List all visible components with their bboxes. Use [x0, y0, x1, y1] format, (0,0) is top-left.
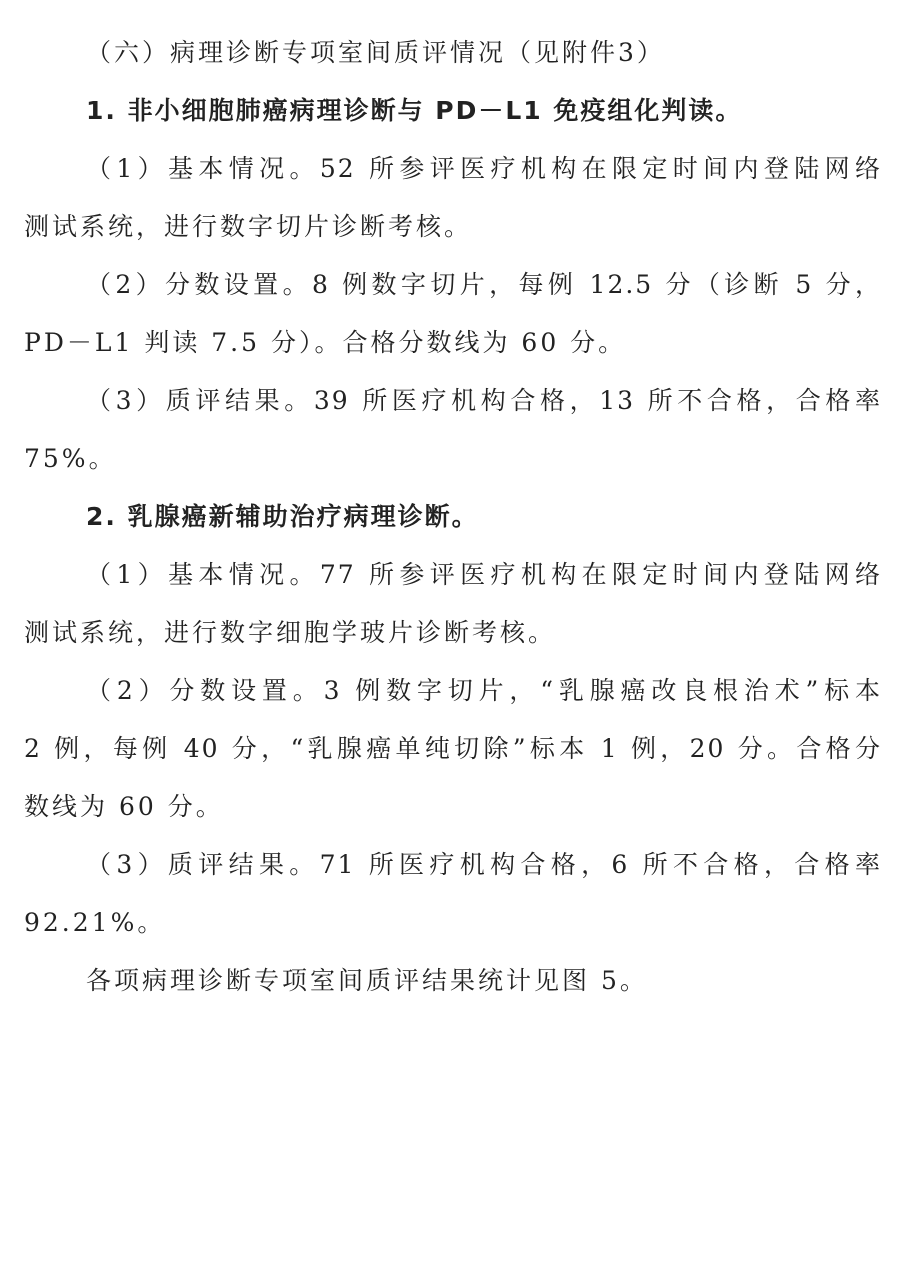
- paragraph-line: 92.21%。: [24, 908, 166, 937]
- paragraph-line: （1）基本情况。77 所参评医疗机构在限定时间内登陆网络: [86, 560, 882, 589]
- paragraph-line: 2 例，每例 40 分，“乳腺癌单纯切除”标本 1 例，20 分。合格分: [24, 734, 882, 763]
- paragraph-line: （1）基本情况。52 所参评医疗机构在限定时间内登陆网络: [86, 154, 882, 183]
- subsection-heading-1: 1. 非小细胞肺癌病理诊断与 PD－L1 免疫组化判读。: [86, 96, 743, 125]
- paragraph-line: 测试系统，进行数字切片诊断考核。: [24, 212, 473, 241]
- document-page: [24, 24, 882, 1010]
- section-heading: （六）病理诊断专项室间质评情况（见附件3）: [86, 38, 665, 67]
- paragraph-line: 各项病理诊断专项室间质评结果统计见图 5。: [86, 966, 648, 995]
- paragraph-line: （3）质评结果。39 所医疗机构合格，13 所不合格，合格率: [86, 386, 882, 415]
- paragraph-line: 测试系统，进行数字细胞学玻片诊断考核。: [24, 618, 557, 647]
- paragraph-line: 75%。: [24, 444, 117, 473]
- paragraph-line: （2）分数设置。8 例数字切片，每例 12.5 分（诊断 5 分，: [86, 270, 882, 299]
- paragraph-line: （2）分数设置。3 例数字切片，“乳腺癌改良根治术”标本: [86, 676, 882, 705]
- paragraph-line: PD－L1 判读 7.5 分）。合格分数线为 60 分。: [24, 328, 627, 357]
- paragraph-line: 数线为 60 分。: [24, 792, 224, 821]
- subsection-heading-2: 2. 乳腺癌新辅助治疗病理诊断。: [86, 502, 479, 531]
- paragraph-line: （3）质评结果。71 所医疗机构合格，6 所不合格，合格率: [86, 850, 882, 879]
